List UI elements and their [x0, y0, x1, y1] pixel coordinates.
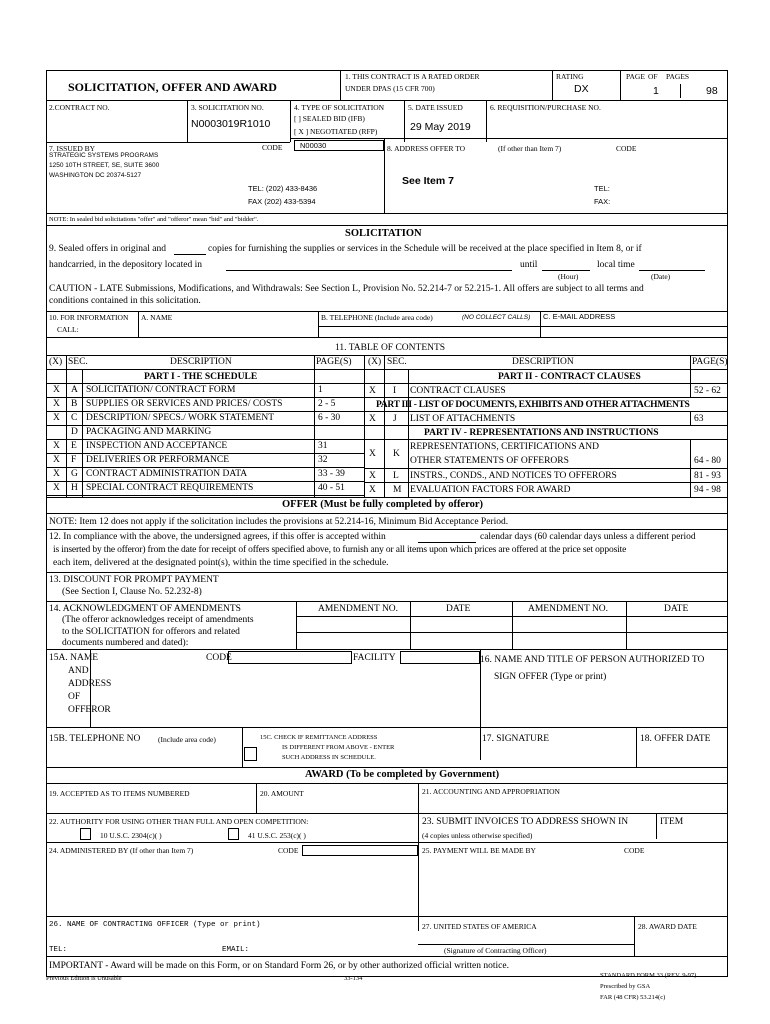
toc-m-desc: EVALUATION FACTORS FOR AWARD — [410, 485, 571, 495]
toc-left-desc-b: SUPPLIES OR SERVICES AND PRICES/ COSTS — [86, 399, 283, 409]
toc-m-x[interactable]: X — [369, 485, 376, 495]
usc-253-checkbox[interactable] — [228, 828, 239, 840]
toc-k-sec: K — [393, 449, 400, 459]
toc-col-desc-right: DESCRIPTION — [512, 357, 574, 367]
info-name-label: A. NAME — [141, 313, 173, 322]
toc-col-sec-right: SEC. — [387, 357, 407, 367]
item9-text-c: handcarried, in the depository located in — [49, 260, 203, 270]
item23-line-1: 23. SUBMIT INVOICES TO ADDRESS SHOWN IN — [422, 817, 629, 827]
item27-label: 27. UNITED STATES OF AMERICA — [422, 922, 537, 931]
toc-left-pages-h: 40 - 51 — [318, 483, 345, 493]
important-notice: IMPORTANT - Award will be made on this Form, or on Standard Form 26, or by other authorized official written notice. — [49, 961, 509, 971]
offer-heading: OFFER (Must be fully completed by offeror) — [282, 499, 484, 510]
toc-row-divider — [46, 425, 364, 426]
toc-row-divider — [46, 439, 364, 440]
toc-left-desc-e: INSPECTION AND ACCEPTANCE — [86, 441, 228, 451]
toc-left-pages-b: 2 - 5 — [318, 399, 336, 409]
previous-edition: Previous Edition is Unusable — [46, 975, 122, 982]
toc-left-sec-d: D — [71, 427, 78, 437]
issuer-line-1: STRATEGIC SYSTEMS PROGRAMS — [49, 152, 159, 159]
officer-email-label: EMAIL: — [222, 946, 250, 954]
item9-text-b: copies for furnishing the supplies or services in the Schedule will be received at the place specified in Item 8, or if — [208, 244, 642, 254]
type-of-solicitation-label: 4. TYPE OF SOLICITATION — [294, 103, 385, 112]
toc-row-divider — [46, 467, 364, 468]
amendment-no-col-1: AMENDMENT NO. — [318, 604, 399, 614]
item15b-area-code: (Include area code) — [158, 735, 216, 744]
toc-left-x-b[interactable]: X — [53, 399, 60, 409]
toc-m-sec: M — [393, 485, 402, 495]
local-time-label: local time — [597, 260, 635, 270]
item15c-line-1: 15C. CHECK IF REMITTANCE ADDRESS — [260, 734, 378, 741]
toc-part1: PART I - THE SCHEDULE — [144, 372, 258, 382]
toc-left-desc-g: CONTRACT ADMINISTRATION DATA — [86, 469, 248, 479]
item24-code-label: CODE — [278, 846, 299, 855]
info-telephone-label: B. TELEPHONE (Include area code) — [321, 313, 433, 322]
issued-by-code-value: N00030 — [300, 141, 327, 150]
issuer-line-3: WASHINGTON DC 20374-5127 — [49, 172, 142, 179]
toc-l-x[interactable]: X — [369, 471, 376, 481]
contract-no-label: 2.CONTRACT NO. — [49, 103, 110, 112]
offeror-code-field[interactable] — [228, 651, 352, 664]
toc-k-x[interactable]: X — [369, 449, 376, 459]
toc-part2: PART II - CONTRACT CLAUSES — [498, 372, 641, 382]
remittance-checkbox[interactable] — [244, 747, 257, 761]
date-field[interactable] — [639, 270, 705, 271]
item17-label: 17. SIGNATURE — [482, 734, 550, 744]
toc-l-pages: 81 - 93 — [694, 471, 721, 481]
depository-field[interactable] — [226, 270, 512, 271]
facility-label: FACILITY — [353, 653, 396, 663]
standard-form-line-1: STANDARD FORM 33 (REV. 9-97) — [600, 972, 697, 979]
issuer-fax: FAX (202) 433-5394 — [248, 197, 316, 206]
toc-j-pages: 63 — [694, 414, 704, 424]
toc-col-desc-left: DESCRIPTION — [170, 357, 232, 367]
toc-row-divider — [46, 411, 364, 412]
see-item-7: See Item 7 — [402, 175, 454, 187]
hour-caption: (Hour) — [558, 272, 579, 281]
toc-left-x-c[interactable]: X — [53, 413, 60, 423]
of-label: OF — [648, 72, 658, 81]
award-heading: AWARD (To be completed by Government) — [305, 769, 500, 780]
rated-order-line2: UNDER DPAS (15 CFR 700) — [345, 84, 435, 93]
hour-field[interactable] — [542, 270, 590, 271]
date-caption: (Date) — [651, 272, 671, 281]
toc-left-pages-e: 31 — [318, 441, 328, 451]
toc-i-pages: 52 - 62 — [694, 386, 721, 396]
item26-label: 26. NAME OF CONTRACTING OFFICER (Type or print) — [49, 921, 261, 929]
date-issued-value[interactable]: 29 May 2019 — [410, 121, 471, 133]
item14-line-1: 14. ACKNOWLEDGMENT OF AMENDMENTS — [49, 604, 241, 614]
copies-field[interactable] — [174, 254, 206, 255]
toc-col-pages-left: PAGE(S) — [316, 357, 352, 367]
address-other-than: (If other than Item 7) — [498, 144, 562, 153]
item15a-line-2: AND — [68, 666, 89, 676]
item18-label: 18. OFFER DATE — [640, 734, 711, 744]
toc-left-x-e[interactable]: X — [53, 441, 60, 451]
toc-left-desc-h: SPECIAL CONTRACT REQUIREMENTS — [86, 483, 254, 493]
toc-left-pages-c: 6 - 30 — [318, 413, 341, 423]
item13-line-1: 13. DISCOUNT FOR PROMPT PAYMENT — [49, 575, 219, 585]
item23-line-2: (4 copies unless otherwise specified) — [422, 831, 533, 840]
offeror-code-label: CODE — [206, 653, 232, 663]
item16-line-2: SIGN OFFER (Type or print) — [494, 672, 607, 682]
item15a-line-1: 15A. NAME — [49, 653, 99, 663]
toc-left-x-g[interactable]: X — [53, 469, 60, 479]
rating-label: RATING — [556, 72, 584, 81]
item15b-label: 15B. TELEPHONE NO — [49, 734, 141, 744]
caution-line-1: CAUTION - LATE Submissions, Modifications, and Withdrawals: See Section L, Provision No. 52.214-7 or 52.215-1. All offers are subject to all terms and — [49, 284, 644, 294]
address-fax: FAX: — [594, 197, 611, 206]
form-number: 33-134 — [344, 975, 363, 982]
toc-col-sec-left: SEC. — [68, 357, 88, 367]
item15a-line-3: ADDRESS — [68, 679, 112, 689]
amendment-date-col-1: DATE — [446, 604, 471, 614]
toc-heading: 11. TABLE OF CONTENTS — [335, 343, 446, 353]
issued-by-label: 7. ISSUED BY — [49, 144, 96, 153]
amendment-date-col-2: DATE — [664, 604, 689, 614]
item24-label: 24. ADMINISTERED BY (If other than Item 7) — [49, 846, 194, 855]
page-value[interactable]: 1 — [653, 85, 659, 97]
item12-line-2: is inserted by the offeror) from the date for receipt of offers specified above, to furnish any or all items upon which prices are offered at the price set opposite — [53, 545, 627, 555]
info-email-label: C. E-MAIL ADDRESS — [543, 312, 616, 321]
item21-label: 21. ACCOUNTING AND APPROPRIATION — [422, 787, 560, 796]
page-label: PAGE — [626, 72, 645, 81]
toc-k-desc-2: OTHER STATEMENTS OF OFFERORS — [410, 456, 569, 466]
negotiated-option[interactable]: [ X ] NEGOTIATED (RFP) — [294, 127, 378, 136]
item15a-line-4: OF — [68, 692, 81, 702]
usc-2304-checkbox[interactable] — [80, 828, 91, 840]
item14-line-2: (The offeror acknowledges receipt of amendments — [62, 615, 254, 625]
toc-j-x[interactable]: X — [369, 414, 376, 424]
toc-k-pages: 64 - 80 — [694, 456, 721, 466]
toc-left-sec-c: C — [71, 413, 78, 423]
item28-label: 28. AWARD DATE — [638, 922, 697, 931]
toc-left-x-a[interactable]: X — [53, 385, 60, 395]
usc-2304-label: 10 U.S.C. 2304(c)( ) — [100, 831, 162, 840]
toc-row-divider — [46, 453, 364, 454]
item13-line-2: (See Section I, Clause No. 52.232-8) — [62, 587, 202, 597]
rating-value[interactable]: DX — [574, 83, 589, 95]
acceptance-days-field[interactable] — [418, 542, 476, 543]
item24-code-field[interactable] — [302, 845, 418, 856]
toc-left-pages-f: 32 — [318, 455, 328, 465]
toc-left-x-h[interactable]: X — [53, 483, 60, 493]
solicitation-heading: SOLICITATION — [345, 228, 422, 239]
toc-left-sec-e: E — [71, 441, 77, 451]
toc-left-sec-h: H — [71, 483, 78, 493]
toc-row-divider — [46, 397, 364, 398]
sealed-bid-option[interactable]: [ ] SEALED BID (IFB) — [294, 114, 365, 123]
item23-item-label: ITEM — [660, 817, 684, 827]
toc-left-pages-g: 33 - 39 — [318, 469, 345, 479]
toc-l-sec: L — [393, 471, 399, 481]
item19-label: 19. ACCEPTED AS TO ITEMS NUMBERED — [49, 789, 190, 798]
toc-left-pages-a: 1 — [318, 385, 323, 395]
item15a-line-5: OFFEROR — [68, 705, 111, 715]
address-tel: TEL: — [594, 184, 610, 193]
toc-row-divider — [46, 481, 364, 482]
address-code-label: CODE — [616, 144, 637, 153]
item25-label: 25. PAYMENT WILL BE MADE BY — [422, 846, 536, 855]
toc-i-x[interactable]: X — [369, 386, 376, 396]
info-label-2: CALL: — [57, 325, 79, 334]
toc-i-desc: CONTRACT CLAUSES — [410, 386, 506, 396]
info-label-1: 10. FOR INFORMATION — [49, 313, 129, 322]
item14-line-4: documents numbered and dated): — [62, 638, 189, 648]
toc-left-x-f[interactable]: X — [53, 455, 60, 465]
standard-form-line-2: Prescribed by GSA — [600, 983, 651, 990]
address-offer-to-label: 8. ADDRESS OFFER TO — [387, 144, 466, 153]
signature-officer-caption: (Signature of Contracting Officer) — [444, 946, 547, 955]
item9-text-a: 9. Sealed offers in original and — [49, 244, 166, 254]
item12-line-3: each item, delivered at the designated point(s), within the time specified in the schedule. — [53, 558, 389, 568]
toc-part3: PART III - LIST OF DOCUMENTS, EXHIBITS AND OTHER ATTACHMENTS — [376, 400, 690, 410]
caution-line-2: conditions contained in this solicitation. — [49, 296, 201, 306]
toc-left-desc-a: SOLICITATION/ CONTRACT FORM — [86, 385, 236, 395]
toc-col-x-right: (X) — [368, 357, 382, 367]
toc-col-pages-right: PAGE(S) — [692, 357, 728, 367]
item15c-line-3: SUCH ADDRESS IN SCHEDULE. — [282, 754, 376, 761]
toc-j-sec: J — [393, 414, 397, 424]
issued-by-code-label: CODE — [262, 143, 283, 152]
standard-form-line-3: FAR (48 CFR) 53.214(c) — [600, 994, 666, 1001]
solicitation-no-value[interactable]: N0003019R1010 — [191, 118, 271, 130]
rated-order-line1: 1. THIS CONTRACT IS A RATED ORDER — [345, 72, 480, 81]
usc-253-label: 41 U.S.C. 253(c)( ) — [248, 831, 306, 840]
toc-left-sec-b: B — [71, 399, 78, 409]
note-item12: NOTE: Item 12 does not apply if the solicitation includes the provisions at 52.214-16, Minimum Bid Acceptance Period. — [49, 517, 509, 527]
item20-label: 20. AMOUNT — [260, 789, 304, 798]
item12-line-1a: 12. In compliance with the above, the undersigned agrees, if this offer is accepted within — [49, 532, 386, 542]
toc-k-desc-1: REPRESENTATIONS, CERTIFICATIONS AND — [410, 442, 599, 452]
requisition-label: 6. REQUISITION/PURCHASE NO. — [490, 103, 601, 112]
officer-tel-label: TEL: — [49, 946, 68, 954]
sealed-bid-note: NOTE: In sealed bid solicitations "offer" and "offeror" mean "bid" and "bidder". — [49, 216, 259, 223]
no-collect-calls: (NO COLLECT CALLS) — [462, 314, 531, 321]
toc-left-sec-a: A — [71, 385, 78, 395]
pages-value[interactable]: 98 — [706, 85, 718, 97]
item14-line-3: to the SOLICITATION for offerors and related — [62, 627, 240, 637]
issuer-line-2: 1250 10TH STREET, SE, SUITE 3600 — [49, 162, 160, 169]
toc-left-desc-d: PACKAGING AND MARKING — [86, 427, 212, 437]
toc-left-desc-f: DELIVERIES OR PERFORMANCE — [86, 455, 230, 465]
amendment-no-col-2: AMENDMENT NO. — [528, 604, 609, 614]
facility-field[interactable] — [400, 651, 480, 664]
toc-row-divider — [46, 495, 364, 496]
solicitation-form — [46, 70, 728, 970]
toc-col-x-left: (X) — [49, 357, 63, 367]
toc-left-desc-c: DESCRIPTION/ SPECS./ WORK STATEMENT — [86, 413, 275, 423]
toc-i-sec: I — [393, 386, 397, 396]
toc-m-pages: 94 - 98 — [694, 485, 721, 495]
issuer-tel: TEL: (202) 433-8436 — [248, 184, 318, 193]
form-title: SOLICITATION, OFFER AND AWARD — [68, 80, 277, 94]
toc-l-desc: INSTRS., CONDS., AND NOTICES TO OFFERORS — [410, 471, 617, 481]
toc-left-sec-g: G — [71, 469, 78, 479]
item16-line-1: 16. NAME AND TITLE OF PERSON AUTHORIZED TO — [480, 655, 705, 665]
date-issued-label: 5. DATE ISSUED — [408, 103, 463, 112]
toc-j-desc: LIST OF ATTACHMENTS — [410, 414, 516, 424]
pages-label: PAGES — [666, 72, 690, 81]
item25-code-label: CODE — [624, 846, 645, 855]
toc-part4: PART IV - REPRESENTATIONS AND INSTRUCTIONS — [424, 428, 659, 438]
item12-line-1b: calendar days (60 calendar days unless a different period — [480, 532, 696, 542]
until-label: until — [520, 260, 538, 270]
solicitation-no-label: 3. SOLICITATION NO. — [191, 103, 264, 112]
toc-left-sec-f: F — [71, 455, 77, 465]
item15c-line-2: IS DIFFERENT FROM ABOVE - ENTER — [282, 744, 395, 751]
item22-label: 22. AUTHORITY FOR USING OTHER THAN FULL AND OPEN COMPETITION: — [49, 817, 309, 826]
